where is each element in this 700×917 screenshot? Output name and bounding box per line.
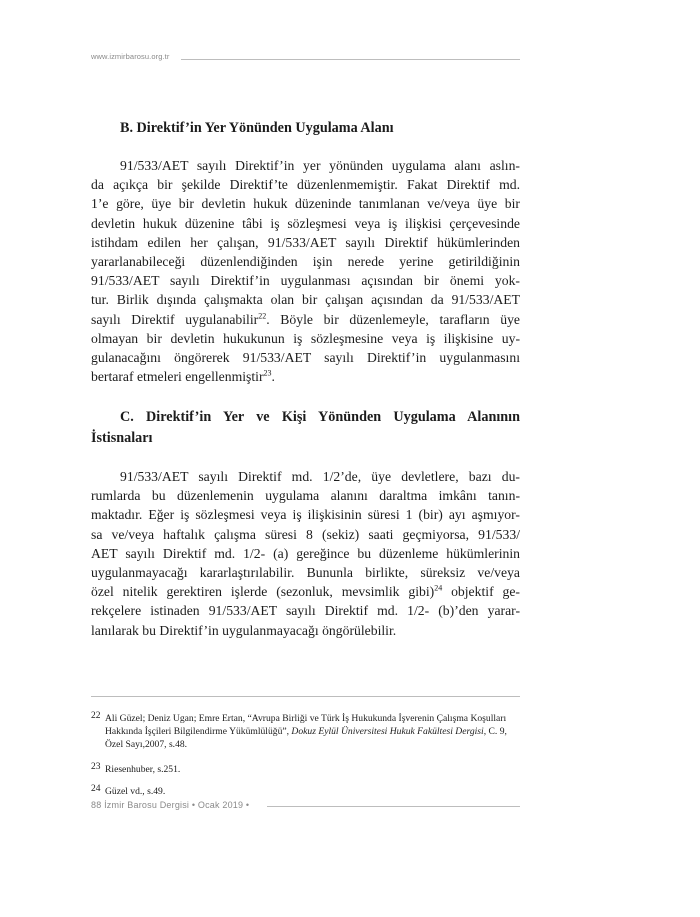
footnote-number: 23 [91, 762, 101, 772]
section-c-title [91, 407, 520, 449]
text-line: rumlarda bu düzenlemenin uygulama alanını daraltma imkânı tanın- [91, 488, 520, 504]
line-text: özel nitelik gerektiren işlerde (sezonluk, mevsimlik gibi) [91, 584, 435, 600]
text-line [91, 310, 520, 329]
text-line [91, 367, 520, 386]
text-line: 91/533/AET sayılı Direktif md. 1/2’de, üye devletlere, bazı du- [120, 469, 520, 484]
footnote-line [105, 725, 520, 738]
text-line: da açıkça bir şekilde Direktif’te düzenlenmemiştir. Fakat Direktif md. [91, 177, 520, 193]
text-line: yararlanabileceği düzenlendiğinden işin nerede yerine getirildiğinin [91, 254, 520, 270]
footnote-line: Ali Güzel; Deniz Ugan; Emre Ertan, “Avrupa Birliği ve Türk İş Hukukunda İşverenin Çalışma Koşulları [105, 713, 507, 724]
text-line: rekçelere istinaden 91/533/AET sayılı Direktif md. 1/2- (b)’den yarar- [91, 603, 520, 619]
line-text: sayılı Direktif uygulanabilir [91, 311, 259, 327]
section-b-paragraph [91, 156, 520, 386]
footnote-23 [91, 763, 520, 776]
line-text: objektif ge- [442, 584, 520, 600]
footnote-ref-24: 24 [434, 583, 443, 593]
text-line: sa ve/veya haftalık çalışma süresi 8 (sekiz) saati geçmiyorsa, 91/533/ [91, 526, 520, 542]
page-footer [91, 800, 520, 814]
footer-text: 88 İzmir Barosu Dergisi • Ocak 2019 • [91, 800, 250, 810]
line-text: . Böyle bir düzenlemeyle, tarafların üye [266, 311, 520, 327]
footnote-text: Güzel vd., s.49. [105, 786, 166, 797]
footnote-ref-22: 22 [258, 311, 267, 321]
footnote-rule [91, 696, 520, 697]
footnote-number: 22 [91, 711, 101, 721]
text-line: istihdam edilen her çalışan, 91/533/AET sayılı Direktif hükümlerinden [91, 234, 520, 250]
page-header [91, 52, 520, 66]
text-line: gulanacağını öngörerek 91/533/AET sayılı Direktif’in uygulanmasını [91, 350, 520, 366]
footnote-line-text: , C. 9, [483, 726, 507, 738]
text-line: 91/533/AET sayılı Direktif’in uygulanması açısından bir önemi yok- [91, 273, 520, 289]
header-rule [181, 59, 520, 60]
header-url: www.izmirbarosu.org.tr [91, 52, 170, 61]
section-c-title-line-1: C. Direktif’in Yer ve Kişi Yönünden Uygulama Alanının [120, 409, 520, 425]
text-line [91, 582, 520, 601]
text-line: olmayan bir devletin hukukunun iş sözleşmesine veya iş ilişkisine uy- [91, 330, 520, 346]
line-text: . [271, 369, 275, 385]
section-c-title-line-2: İstisnaları [91, 430, 153, 446]
section-b-title: B. Direktif’in Yer Yönünden Uygulama Alanı [120, 120, 394, 136]
footnote-24 [91, 785, 520, 798]
footnote-text [91, 712, 520, 752]
text-line: devletin hukuk düzenine tâbi iş sözleşmesi veya iş ilişkisi çerçevesinde [91, 215, 520, 231]
footnote-22 [91, 712, 520, 752]
text-line: tur. Birlik dışında çalışmakta olan bir çalışan açısından da 91/533/AET [91, 292, 520, 308]
footnote-ref-23: 23 [263, 368, 272, 378]
text-line: lanılarak bu Direktif’in uygulanmayacağı öngörülebilir. [91, 622, 397, 638]
text-line: AET sayılı Direktif md. 1/2- (a) gereğince bu düzenleme hükümlerinin [91, 545, 520, 561]
section-c-paragraph [91, 467, 520, 640]
text-line: 91/533/AET sayılı Direktif’in yer yönünden uygulama alanı aslın- [120, 158, 520, 173]
footnote-number: 24 [91, 784, 101, 794]
text-line: uygulanmayacağı kararlaştırılabilir. Bununla birlikte, süreksiz ve/veya [91, 565, 520, 581]
journal-title: Dokuz Eylül Üniversitesi Hukuk Fakültesi Dergisi [291, 726, 484, 738]
footer-rule [267, 806, 520, 807]
line-text: bertaraf etmeleri engellenmiştir [91, 369, 264, 385]
text-line: maktadır. Eğer iş sözleşmesi veya iş ilişkisinin süresi 1 (bir) ayı aşmıyor- [91, 507, 520, 523]
footnote-line-text: Hakkında İşçileri Bilgilendirme Yükümlülüğü”, [105, 726, 292, 738]
footnote-text: Riesenhuber, s.251. [105, 764, 181, 775]
text-line: 1’e göre, üye bir devletin hukuk düzeninde tanımlanan ve/veya üye bir [91, 196, 520, 212]
footnote-line: Özel Sayı,2007, s.48. [105, 739, 188, 751]
